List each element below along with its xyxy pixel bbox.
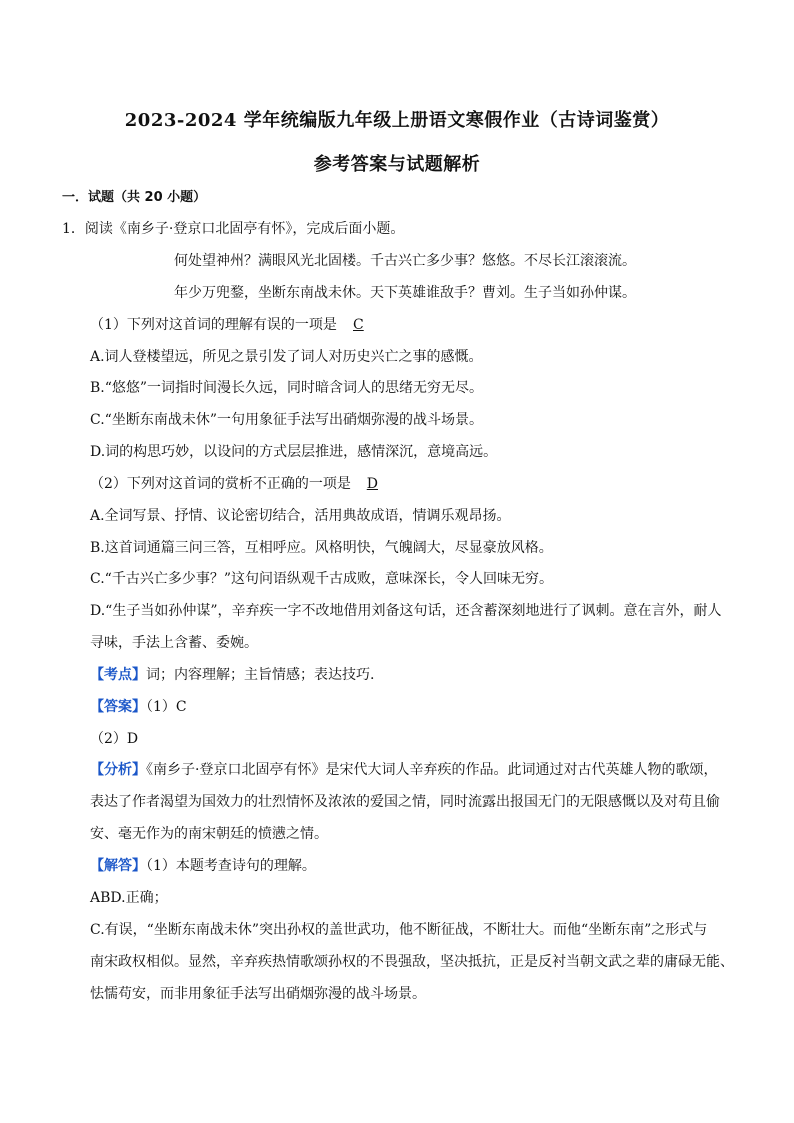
fenxi-line-3: 安、毫无作为的南宋朝廷的愤懑之情。: [90, 826, 328, 842]
poem-line-2: 年少万兜鍪，坐断东南战未休。天下英雄谁敌手？曹刘。生子当如孙仲谋。: [174, 285, 636, 301]
section-heading: 一．试题（共 20 小题）: [62, 190, 207, 205]
document-title: 2023-2024 学年统编版九年级上册语文寒假作业（古诗词鉴赏）: [124, 110, 670, 131]
sub-question-2-answer: D: [366, 476, 378, 492]
jieda-line-3: C.有误，“坐断东南战未休”突出孙权的盖世武功，他不断征战，不断壮大。而他“坐断东南”之形式与: [90, 922, 708, 938]
sub-question-1-prompt: （1）下列对这首词的理解有误的一项是: [90, 317, 337, 333]
jieda-line-1: （1）本题考查诗句的理解。: [146, 858, 316, 874]
jieda-line-2: ABD.正确；: [90, 890, 168, 906]
fenxi-row: [90, 760, 717, 780]
question-intro: 1．阅读《南乡子·登京口北固亭有怀》，完成后面小题。: [62, 221, 405, 237]
sub1-option-b: B.“悠悠”一词指时间漫长久远，同时暗含词人的思绪无穷无尽。: [90, 380, 484, 396]
daan-line-2: （2）D: [90, 731, 139, 747]
jieda-row: [90, 856, 316, 876]
jieda-tag: 【解答】: [90, 858, 146, 874]
sub1-option-d: D.词的构思巧妙，以设问的方式层层推进，感情深沉，意境高远。: [90, 444, 498, 460]
sub2-option-d-line2: 寻味，手法上含蓄、委婉。: [90, 635, 258, 651]
sub-question-2-prompt: （2）下列对这首词的赏析不正确的一项是: [90, 476, 351, 492]
poem-line-1: 何处望神州？满眼风光北固楼。千古兴亡多少事？悠悠。不尽长江滚滚流。: [174, 253, 636, 269]
sub-question-1: [90, 315, 375, 335]
sub-question-1-answer: C: [353, 317, 364, 333]
fenxi-line-1: 《南乡子·登京口北固亭有怀》是宋代大词人辛弃疾的作品。此词通过对古代英雄人物的歌颂，: [146, 762, 718, 778]
sub2-option-a: A.全词写景、抒情、议论密切结合，活用典故成语，情调乐观昂扬。: [90, 508, 511, 524]
kaodian-text: 词；内容理解；主旨情感；表达技巧.: [146, 667, 375, 683]
jieda-line-4: 南宋政权相似。显然，辛弃疾热情歌颂孙权的不畏强敌，坚决抵抗，正是反衬当朝文武之辈的庸碌无能、: [90, 954, 734, 970]
fenxi-line-2: 表达了作者渴望为国效力的壮烈情怀及浓浓的爱国之情，同时流露出报国无门的无限感慨以及对苟且偷: [90, 794, 720, 810]
daan-row: [90, 697, 187, 717]
sub1-option-c: C.“坐断东南战未休”一句用象征手法写出硝烟弥漫的战斗场景。: [90, 412, 483, 428]
sub2-option-b: B.这首词通篇三问三答，互相呼应。风格明快，气魄阔大，尽显豪放风格。: [90, 540, 553, 556]
kaodian-row: [90, 665, 374, 685]
sub-question-2: [90, 474, 389, 494]
kaodian-tag: 【考点】: [90, 667, 146, 683]
daan-line-1: （1）C: [146, 699, 187, 715]
daan-tag: 【答案】: [90, 699, 146, 715]
fenxi-tag: 【分析】: [90, 762, 146, 778]
sub2-option-c: C.“千古兴亡多少事？”这句问语纵观千古成败，意味深长，令人回味无穷。: [90, 571, 553, 587]
sub1-option-a: A.词人登楼望远，所见之景引发了词人对历史兴亡之事的感慨。: [90, 349, 483, 365]
sub2-option-d-line1: D.“生子当如孙仲谋”，辛弃疾一字不改地借用刘备这句话，还含蓄深刻地进行了讽刺。意在言外，耐人: [90, 603, 722, 619]
document-subtitle: 参考答案与试题解析: [313, 154, 481, 175]
jieda-line-5: 怯懦苟安，而非用象征手法写出硝烟弥漫的战斗场景。: [90, 986, 426, 1002]
